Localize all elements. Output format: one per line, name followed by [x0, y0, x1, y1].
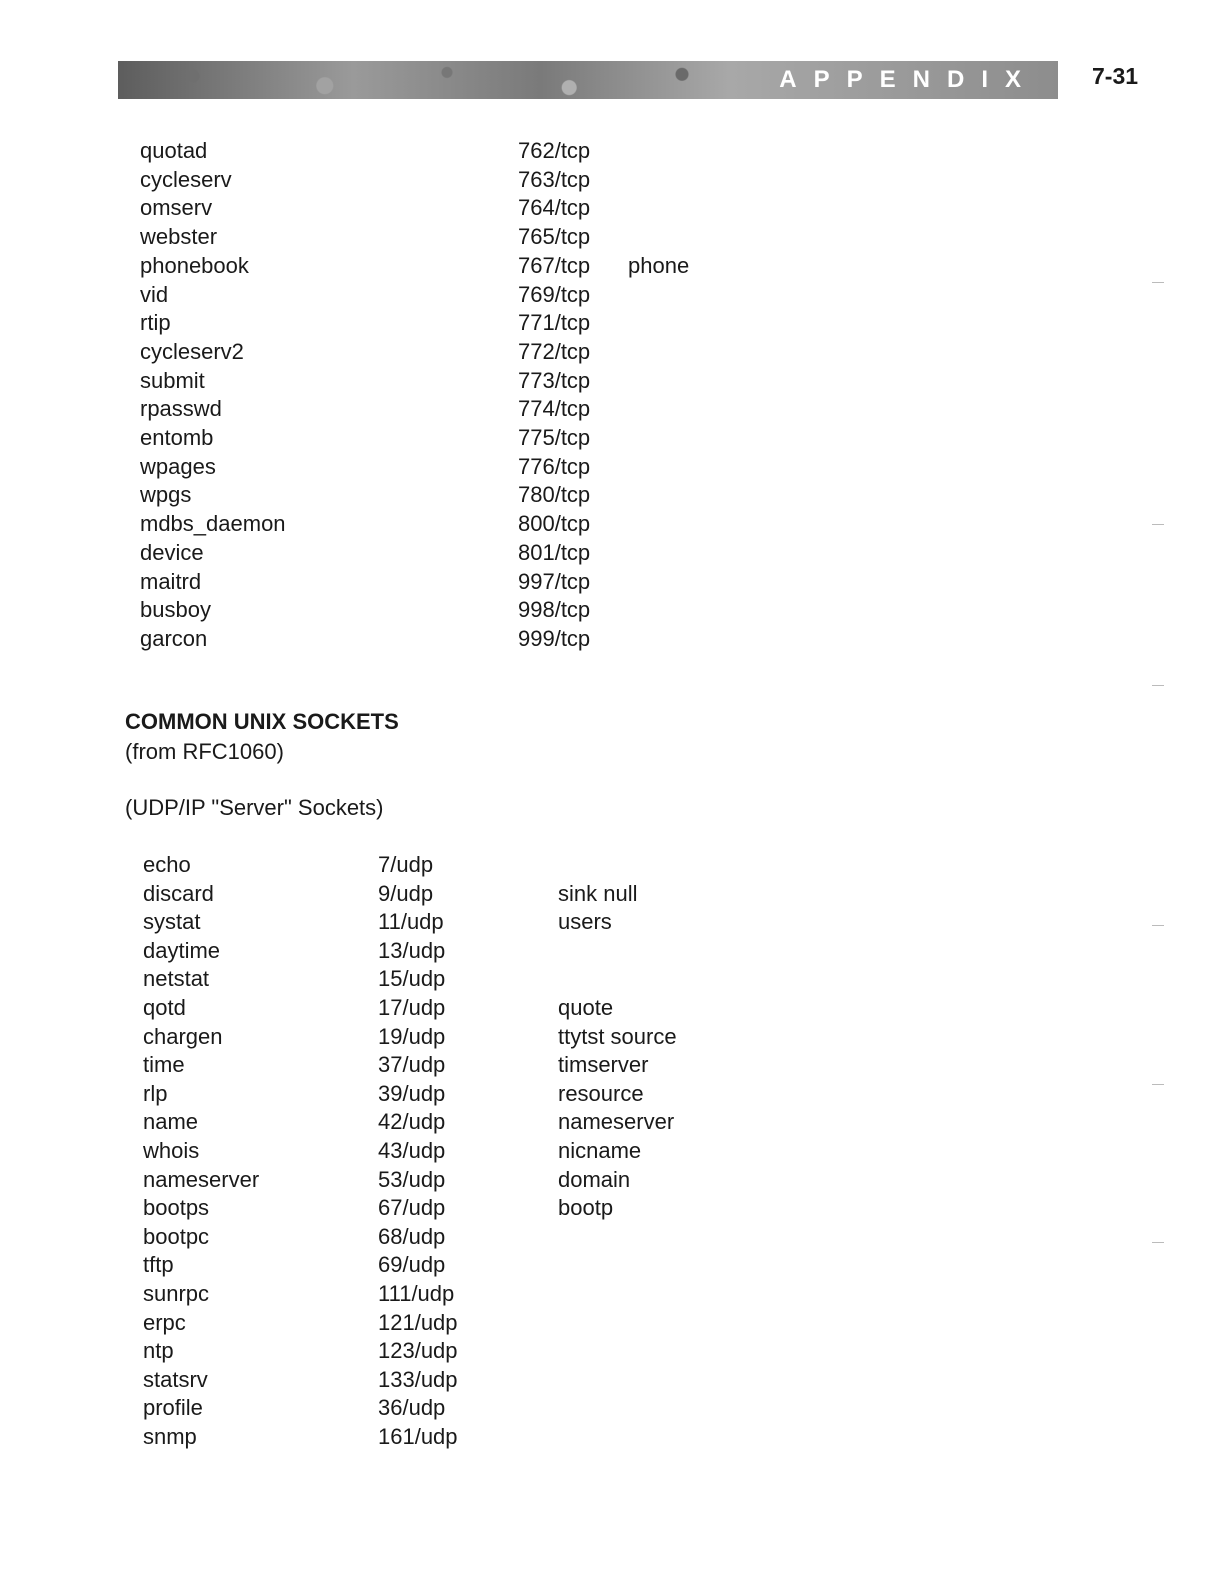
service-name: systat — [143, 909, 201, 935]
service-alias: ttytst source — [558, 1023, 677, 1049]
section-heading: COMMON UNIX SOCKETS — [125, 709, 399, 734]
service-alias: quote — [558, 995, 614, 1020]
service-port: 997/tcp — [518, 568, 591, 594]
service-name: rlp — [143, 1080, 168, 1106]
service-port: 9/udp — [378, 880, 434, 906]
service-port: 800/tcp — [518, 511, 591, 537]
service-name: profile — [143, 1395, 203, 1421]
service-port: 998/tcp — [518, 597, 591, 623]
service-port: 999/tcp — [518, 625, 591, 651]
service-port: 111/udp — [378, 1281, 455, 1306]
service-port: 15/udp — [378, 966, 446, 992]
service-name: name — [143, 1109, 199, 1135]
service-name: cycleserv2 — [140, 338, 244, 364]
service-port: 801/tcp — [518, 539, 591, 565]
service-port: 7/udp — [378, 852, 434, 877]
service-name: device — [140, 539, 204, 565]
service-port: 765/tcp — [518, 224, 591, 250]
service-name: qotd — [143, 995, 186, 1020]
service-port: 39/udp — [378, 1080, 446, 1106]
service-name: busboy — [140, 597, 211, 623]
service-port: 772/tcp — [518, 338, 591, 364]
service-alias: users — [558, 909, 612, 935]
service-port: 763/tcp — [518, 166, 591, 192]
service-port: 161/udp — [378, 1424, 458, 1449]
service-port: 773/tcp — [518, 367, 591, 393]
service-name: phonebook — [140, 252, 249, 278]
service-name: whois — [143, 1138, 200, 1163]
margin-mark — [1152, 524, 1164, 525]
appendix-label: APPENDIX — [779, 66, 1038, 93]
service-port: 771/tcp — [518, 310, 591, 336]
service-alias: resource — [558, 1080, 644, 1106]
service-name: garcon — [140, 625, 208, 651]
service-name: ntp — [143, 1338, 174, 1364]
service-name: omserv — [140, 195, 213, 221]
service-port: 767/tcp — [518, 252, 591, 278]
service-name: tftp — [143, 1252, 174, 1278]
service-name: bootpc — [143, 1223, 210, 1249]
service-alias: phone — [628, 252, 690, 278]
service-name: mdbs_daemon — [140, 511, 286, 537]
service-name: snmp — [143, 1424, 197, 1449]
service-port: 780/tcp — [518, 482, 591, 508]
service-name: entomb — [140, 425, 214, 450]
service-name: webster — [140, 224, 218, 250]
service-port: 11/udp — [378, 909, 444, 935]
service-port: 43/udp — [378, 1138, 446, 1163]
service-port: 13/udp — [378, 937, 446, 963]
service-port: 775/tcp — [518, 425, 591, 450]
service-port: 68/udp — [378, 1223, 446, 1249]
service-port: 769/tcp — [518, 281, 591, 307]
service-port: 133/udp — [378, 1366, 458, 1392]
service-name: erpc — [143, 1309, 186, 1335]
service-name: echo — [143, 852, 191, 877]
section-source: (from RFC1060) — [125, 739, 284, 764]
service-port: 67/udp — [378, 1195, 446, 1221]
service-port: 42/udp — [378, 1109, 446, 1135]
page-number: 7-31 — [1092, 63, 1139, 89]
service-name: vid — [140, 281, 169, 307]
service-port: 776/tcp — [518, 453, 591, 479]
service-name: cycleserv — [140, 166, 232, 192]
margin-mark — [1152, 685, 1164, 686]
service-port: 19/udp — [378, 1023, 446, 1049]
service-name: netstat — [143, 966, 210, 992]
service-name: sunrpc — [143, 1281, 210, 1306]
service-name: submit — [140, 367, 205, 393]
service-port: 123/udp — [378, 1338, 458, 1364]
service-name: bootps — [143, 1195, 210, 1221]
service-name: rpasswd — [140, 396, 222, 422]
service-alias: bootp — [558, 1195, 614, 1221]
section-subtitle: (UDP/IP "Server" Sockets) — [125, 795, 384, 820]
service-port: 774/tcp — [518, 396, 591, 422]
service-port: 121/udp — [378, 1309, 458, 1335]
service-name: wpages — [140, 453, 216, 479]
margin-mark — [1152, 1084, 1164, 1085]
service-name: chargen — [143, 1023, 223, 1049]
service-port: 36/udp — [378, 1395, 446, 1421]
service-port: 762/tcp — [518, 138, 591, 163]
service-alias: nicname — [558, 1138, 642, 1163]
appendix-header-bar — [118, 61, 1058, 99]
service-alias: nameserver — [558, 1109, 675, 1135]
service-alias: sink null — [558, 880, 638, 906]
service-name: statsrv — [143, 1366, 208, 1392]
margin-mark — [1152, 1242, 1164, 1243]
service-name: wpgs — [140, 482, 192, 508]
service-port: 37/udp — [378, 1052, 446, 1078]
service-alias: domain — [558, 1166, 631, 1192]
service-name: daytime — [143, 937, 221, 963]
service-port: 17/udp — [378, 995, 446, 1020]
service-name: discard — [143, 880, 214, 906]
service-name: maitrd — [140, 568, 202, 594]
service-name: rtip — [140, 310, 171, 336]
service-name: nameserver — [143, 1166, 260, 1192]
service-port: 53/udp — [378, 1166, 446, 1192]
service-name: quotad — [140, 138, 208, 163]
service-port: 764/tcp — [518, 195, 591, 221]
service-port: 69/udp — [378, 1252, 446, 1278]
service-name: time — [143, 1052, 185, 1078]
margin-mark — [1152, 925, 1164, 926]
service-alias: timserver — [558, 1052, 649, 1078]
margin-mark — [1152, 282, 1164, 283]
